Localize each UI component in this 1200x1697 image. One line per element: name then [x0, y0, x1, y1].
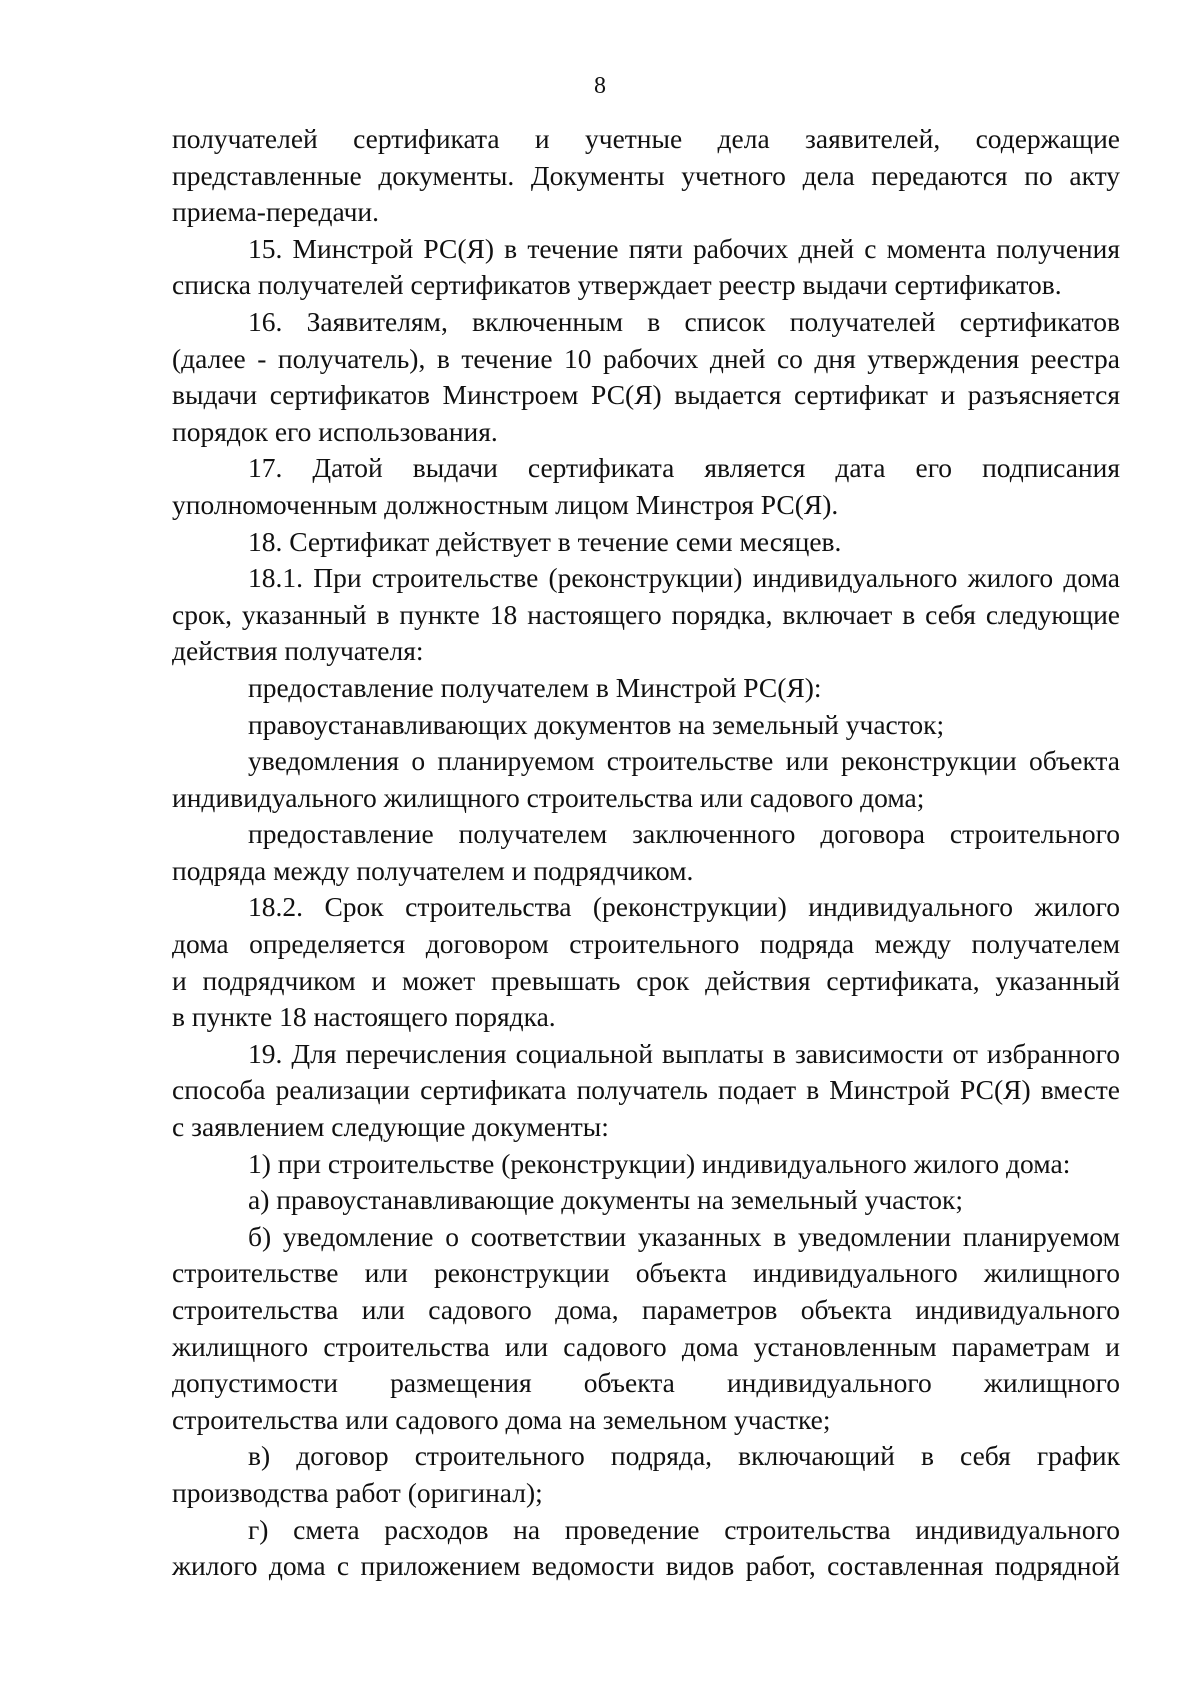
text-line: 1) при строительстве (реконструкции) индивидуального жилого дома:	[248, 1147, 1071, 1179]
text-line: приема-передачи.	[172, 196, 380, 228]
document-body	[172, 121, 1120, 1585]
text-line: в пункте 18 настоящего порядка.	[172, 1001, 556, 1033]
text-line: 17. Датой выдачи сертификата является дата его подписания	[248, 452, 1120, 484]
text-line: предоставление получателем заключенного договора строительного	[248, 818, 1120, 850]
text-line: уведомления о планируемом строительстве или реконструкции объекта	[248, 745, 1120, 777]
text-line: 18. Сертификат действует в течение семи месяцев.	[248, 525, 842, 557]
text-line: жилого дома с приложением ведомости видов работ, составленная подрядной	[172, 1550, 1120, 1582]
text-line: 18.1. При строительстве (реконструкции) индивидуального жилого дома	[248, 562, 1120, 594]
text-line: порядок его использования.	[172, 415, 498, 447]
text-line: и подрядчиком и может превышать срок действия сертификата, указанный	[172, 964, 1120, 996]
text-line: а) правоустанавливающие документы на земельный участок;	[248, 1184, 963, 1216]
text-line: 18.2. Срок строительства (реконструкции) индивидуального жилого	[248, 891, 1120, 923]
text-line: уполномоченным должностным лицом Минстроя РС(Я).	[172, 488, 839, 520]
text-line: дома определяется договором строительного подряда между получателем	[172, 928, 1120, 960]
text-line: действия получателя:	[172, 635, 424, 667]
text-line: строительства или садового дома на земельном участке;	[172, 1403, 831, 1435]
text-line: 19. Для перечисления социальной выплаты в зависимости от избранного	[248, 1037, 1120, 1069]
text-line: допустимости размещения объекта индивидуального жилищного	[172, 1367, 1120, 1399]
text-line: подряда между получателем и подрядчиком.	[172, 854, 694, 886]
text-line: способа реализации сертификата получатель подает в Минстрой РС(Я) вместе	[172, 1074, 1120, 1106]
text-line: строительстве или реконструкции объекта индивидуального жилищного	[172, 1257, 1120, 1289]
text-line: с заявлением следующие документы:	[172, 1111, 609, 1143]
text-line: производства работ (оригинал);	[172, 1476, 543, 1508]
text-line: строительства или садового дома, параметров объекта индивидуального	[172, 1294, 1120, 1325]
text-line: списка получателей сертификатов утверждает реестр выдачи сертификатов.	[172, 269, 1062, 301]
text-line: представленные документы. Документы учетного дела передаются по акту	[172, 159, 1120, 191]
text-line: выдачи сертификатов Минстроем РС(Я) выдается сертификат и разъясняется	[172, 379, 1120, 411]
page-number: 8	[594, 73, 606, 99]
text-line: правоустанавливающих документов на земельный участок;	[248, 708, 945, 740]
text-line: в) договор строительного подряда, включающий в себя график	[248, 1440, 1120, 1472]
text-line: срок, указанный в пункте 18 настоящего порядка, включает в себя следующие	[172, 598, 1120, 630]
text-line: 15. Минстрой РС(Я) в течение пяти рабочих дней с момента получения	[248, 232, 1120, 264]
text-line: г) смета расходов на проведение строительства индивидуального	[248, 1513, 1120, 1545]
text-line: жилищного строительства или садового дома установленным параметрам и	[172, 1330, 1120, 1362]
text-line: индивидуального жилищного строительства или садового дома;	[172, 781, 925, 813]
text-line: б) уведомление о соответствии указанных в уведомлении планируемом	[248, 1220, 1120, 1252]
text-line: (далее - получатель), в течение 10 рабочих дней со дня утверждения реестра	[172, 342, 1120, 374]
text-line: 16. Заявителям, включенным в список получателей сертификатов	[248, 305, 1120, 337]
text-line: получателей сертификата и учетные дела заявителей, содержащие	[172, 123, 1120, 154]
text-line: предоставление получателем в Минстрой РС(Я):	[248, 671, 822, 703]
